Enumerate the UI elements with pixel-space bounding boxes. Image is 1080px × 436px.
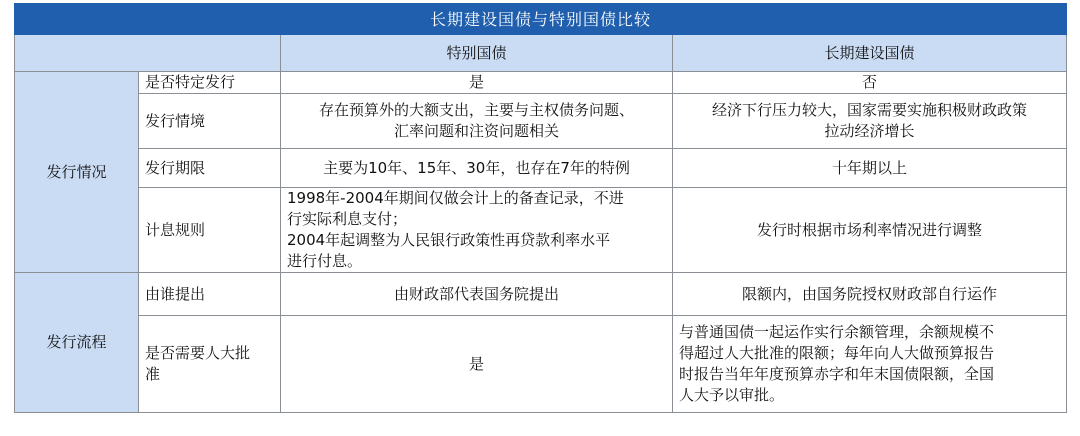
row-label: 是否需要人大批 准 [139,316,281,413]
cell-longterm: 十年期以上 [673,149,1067,188]
table-row [15,94,1067,149]
row-label: 发行情境 [139,94,281,149]
cell-special: 是 [281,72,673,94]
comparison-table [14,3,1067,413]
table-row [15,188,1067,273]
header-longterm-bond: 长期建设国债 [673,35,1067,72]
row-label: 由谁提出 [139,273,281,316]
comparison-table-container [14,3,1066,433]
group-issuance: 发行情况 [15,72,139,273]
table-row [15,316,1067,413]
row-label: 发行期限 [139,149,281,188]
title-row [15,4,1067,35]
header-row [15,35,1067,72]
row-label: 是否特定发行 [139,72,281,94]
cell-special: 是 [281,316,673,413]
table-title: 长期建设国债与特别国债比较 [15,4,1067,35]
header-blank [15,35,281,72]
cell-special: 1998年-2004年期间仅做会计上的备查记录，不进 行实际利息支付； 2004年起调整为人民银行政策性再贷款利率水平 进行付息。 [281,188,673,273]
cell-longterm: 限额内，由国务院授权财政部自行运作 [673,273,1067,316]
cell-longterm: 与普通国债一起运作实行余额管理，余额规模不 得超过人大批准的限额；每年向人大做预算报告 时报告当年年度预算赤字和年末国债限额，全国 人大予以审批。 [673,316,1067,413]
cell-special: 存在预算外的大额支出，主要与主权债务问题、 汇率问题和注资问题相关 [281,94,673,149]
cell-longterm: 否 [673,72,1067,94]
table-row [15,273,1067,316]
cell-special: 由财政部代表国务院提出 [281,273,673,316]
cell-special: 主要为10年、15年、30年，也存在7年的特例 [281,149,673,188]
table-row [15,149,1067,188]
group-process: 发行流程 [15,273,139,413]
cell-longterm: 经济下行压力较大，国家需要实施积极财政政策 拉动经济增长 [673,94,1067,149]
table-row [15,72,1067,94]
cell-longterm: 发行时根据市场利率情况进行调整 [673,188,1067,273]
header-special-bond: 特别国债 [281,35,673,72]
row-label: 计息规则 [139,188,281,273]
